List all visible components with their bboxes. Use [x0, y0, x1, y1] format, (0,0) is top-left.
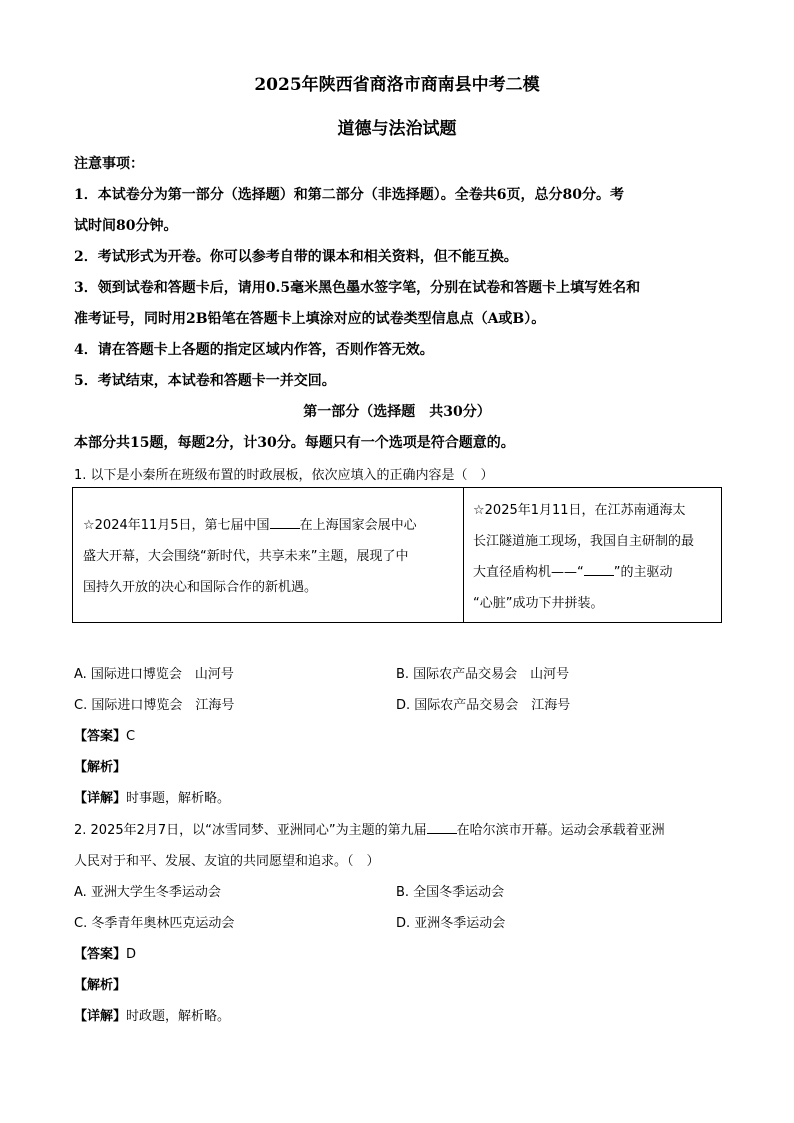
board-left-cell: ☆2024年11月5日，第七届中国 在上海国家会展中心 盛大开幕，大会围绕“新时代，共享未来”主题，展现了中 国持久开放的决心和国际合作的新机遇。: [83, 518, 417, 595]
q2-option-d: D. 亚洲冬季运动会: [396, 916, 506, 931]
q1-option-c: C. 国际进口博览会 江海号: [74, 698, 235, 713]
board-right-cell: ☆2025年1月11日，在江苏南通海太 长江隧道施工现场，我国自主研制的最 大直径盾构机——“ ”的主驱动 “心脏”成功下井拼装。: [473, 503, 695, 611]
exam-subtitle: 道德与法治试题: [337, 119, 457, 139]
blank-line: [427, 821, 457, 834]
notice-item: 试时间80分钟。: [74, 218, 178, 234]
q2-stem: 2. 2025年2月7日，以“冰雪同梦、亚洲同心”为主题的第九届 在哈尔滨市开幕。运动会承载着亚洲: [74, 823, 665, 838]
q1-analysis: 【解析】: [74, 760, 127, 775]
q1-option-b: B. 国际农产品交易会 山河号: [396, 667, 570, 682]
notice-item: 准考证号，同时用2B铅笔在答题卡上填涂对应的试卷类型信息点（A或B）。: [74, 311, 546, 327]
q2-option-c: C. 冬季青年奥林匹克运动会: [74, 916, 235, 931]
notice-heading: 注意事项：: [74, 156, 144, 172]
q2-detail: 【详解】时政题，解析略。: [74, 1009, 231, 1024]
blank-line: [584, 563, 614, 576]
exam-title: 2025年陕西省商洛市商南县中考二模: [254, 75, 540, 95]
q2-stem-cont: 人民对于和平、发展、友谊的共同愿望和追求。（ ）: [74, 854, 380, 869]
q2-option-a: A. 亚洲大学生冬季运动会: [74, 885, 221, 900]
notice-item: 1．本试卷分为第一部分（选择题）和第二部分（非选择题）。全卷共6页，总分80分。考: [74, 187, 624, 203]
blank-line: [270, 516, 300, 529]
q1-answer: 【答案】C: [74, 729, 136, 744]
q2-analysis: 【解析】: [74, 978, 127, 993]
q1-option-d: D. 国际农产品交易会 江海号: [396, 698, 571, 713]
notice-item: 2．考试形式为开卷。你可以参考自带的课本和相关资料，但不能互换。: [74, 249, 518, 265]
notice-item: 5．考试结束，本试卷和答题卡一并交回。: [74, 373, 336, 389]
part1-intro: 本部分共15题，每题2分，计30分。每题只有一个选项是符合题意的。: [74, 435, 515, 451]
notice-item: 3．领到试卷和答题卡后，请用0.5毫米黑色墨水签字笔，分别在试卷和答题卡上填写姓名和: [74, 280, 641, 296]
q2-answer: 【答案】D: [74, 947, 137, 962]
q1-stem: 1. 以下是小秦所在班级布置的时政展板，依次应填入的正确内容是（ ）: [74, 468, 494, 483]
part1-heading: 第一部分（选择题 共30分）: [303, 404, 491, 420]
notice-item: 4．请在答题卡上各题的指定区域内作答，否则作答无效。: [74, 342, 434, 358]
q2-option-b: B. 全国冬季运动会: [396, 885, 505, 900]
board-divider: [463, 488, 464, 622]
q1-news-board: [72, 487, 722, 623]
q1-option-a: A. 国际进口博览会 山河号: [74, 667, 234, 682]
q1-detail: 【详解】时事题，解析略。: [74, 791, 231, 806]
